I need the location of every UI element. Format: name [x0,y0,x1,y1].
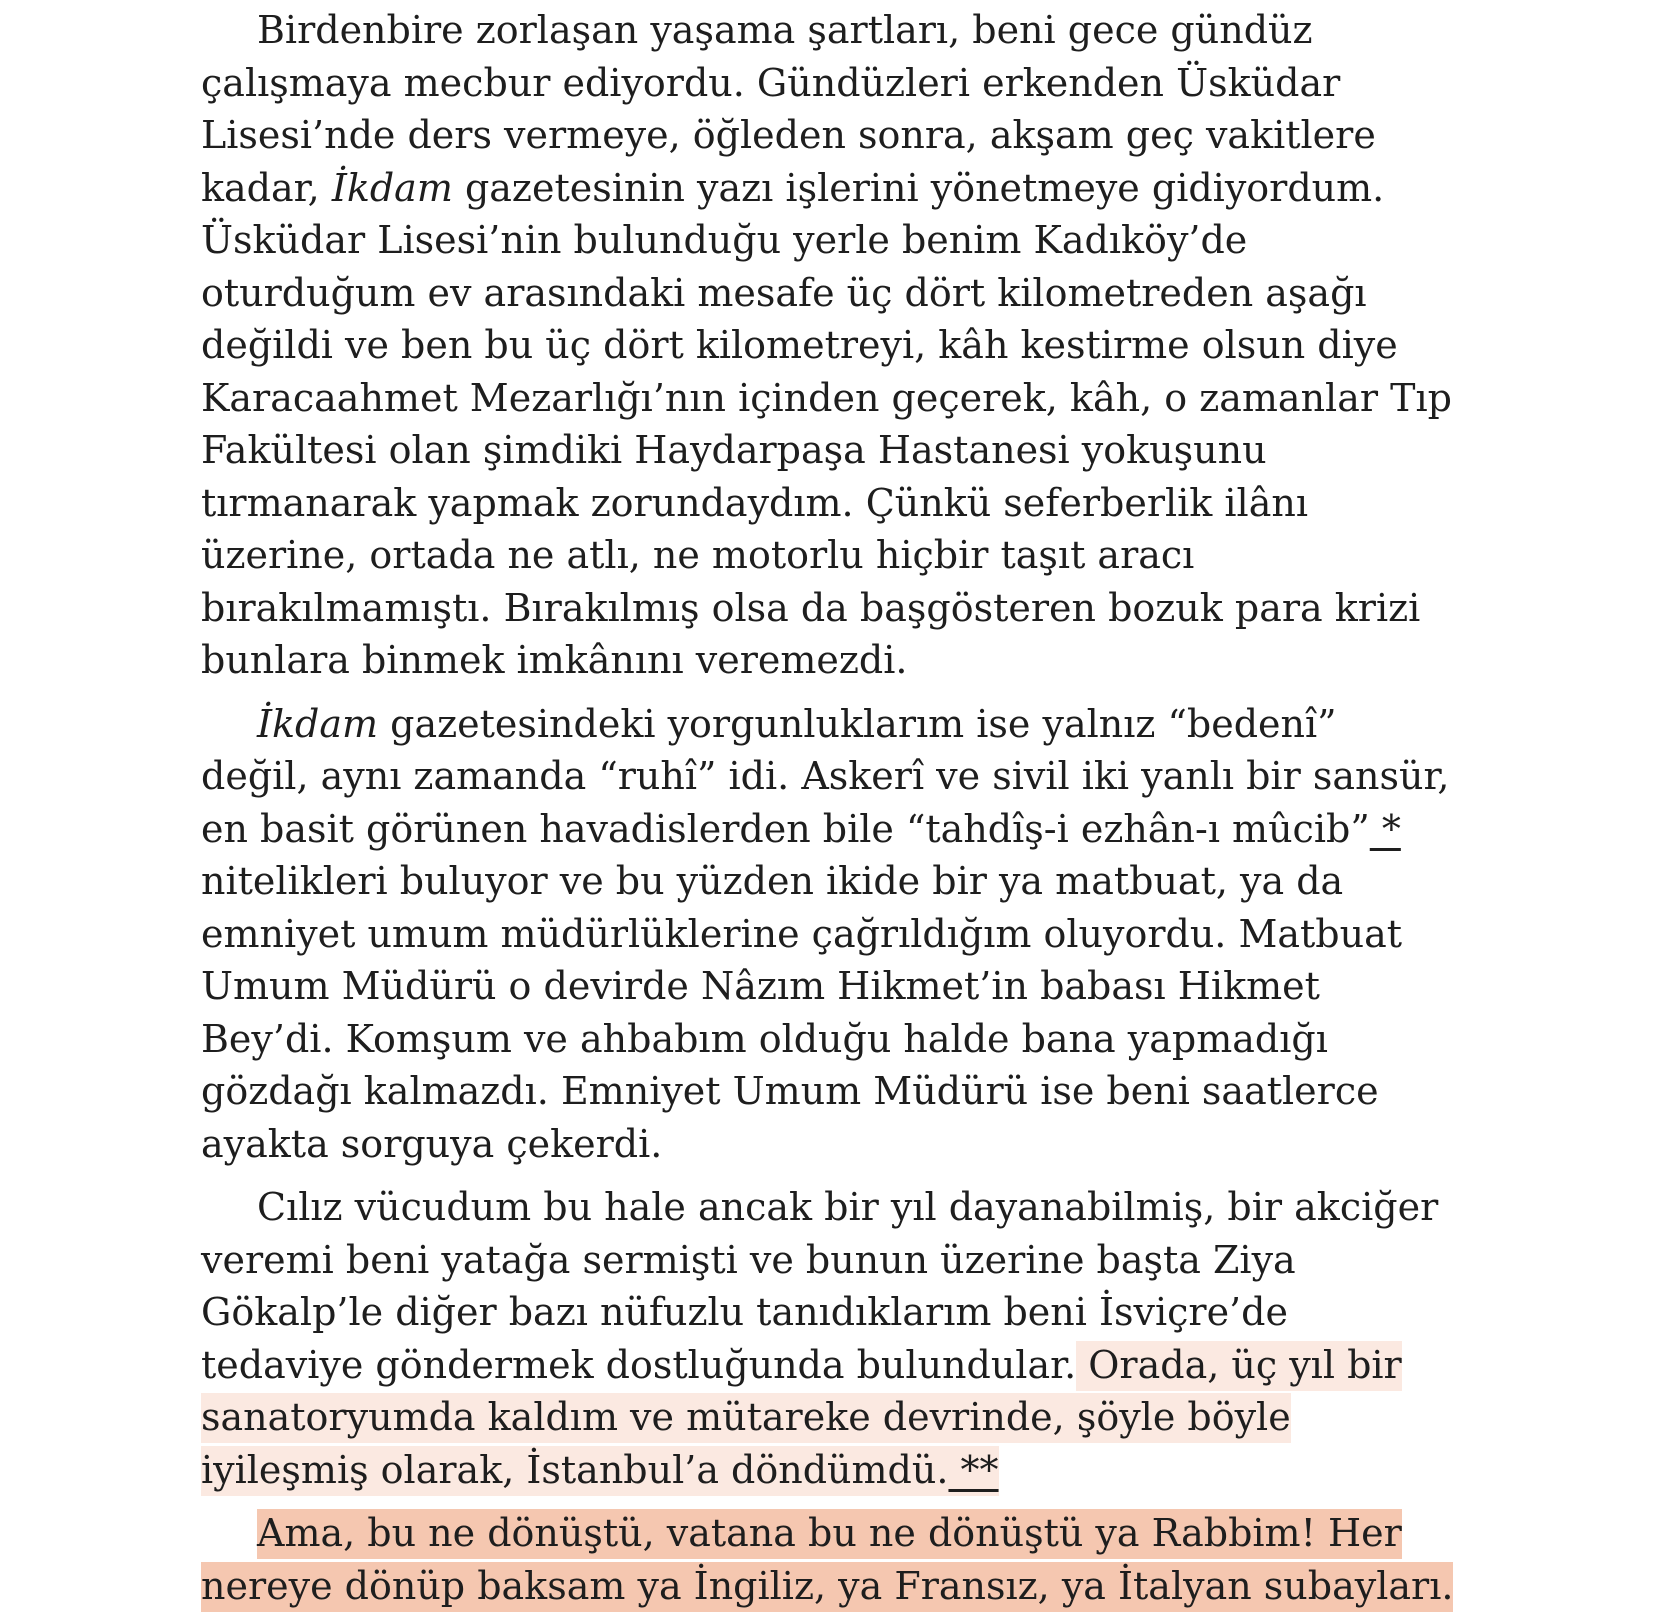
text-line [201,1391,1501,1444]
text-line: üzerine, ortada ne atlı, ne motorlu hiçbir taşıt aracı [201,533,1195,577]
text-line: oturduğum ev arasındaki mesafe üç dört kilometreden aşağı [201,270,1367,315]
highlight-segment[interactable]: Ama, bu ne dönüştü, vatana bu ne dönüştü ya Rabbim! Her [257,1509,1402,1559]
footnote-link-1[interactable]: * [1369,806,1401,851]
text-line: değil, aynı zamanda “ruhî” idi. Askerî ve sivil iki yanlı bir sansür, [201,754,1450,798]
text-line: değildi ve ben bu üç dört kilometreyi, kâh kestirme olsun diye [201,323,1398,367]
text-line: ayakta sorguya çekerdi. [201,1121,663,1166]
text-line: Lisesi’nde ders vermeye, öğleden sonra, akşam geç vakitlere [201,113,1376,157]
text-line: en basit görünen havadislerden bile “tahdîş-i ezhân-ı mûcib” * [201,806,1401,851]
highlight-segment[interactable]: sanatoryumda kaldım ve mütareke devrinde, şöyle böyle [201,1393,1291,1443]
text-line: gözdağı kalmazdı. Emniyet Umum Müdürü ise beni saatlerce [201,1069,1379,1113]
text-line: İkdam gazetesindeki yorgunluklarım ise yalnız “bedenî” [257,701,1337,746]
text-line [201,1560,1501,1613]
text-line: Karacaahmet Mezarlığı’nın içinden geçerek, kâh, o zamanlar Tıp [201,375,1452,420]
text-line: veremi beni yatağa sermişti ve bunun üzerine başta Ziya [201,1237,1296,1282]
text-line: kadar, İkdam gazetesinin yazı işlerini yönetmeye gidiyordum. [201,165,1385,210]
text-line: tedaviye göndermek dostluğunda bulundular. Orada, üç yıl bir [201,1339,1501,1392]
highlight-segment[interactable]: Orada, üç yıl bir [1076,1341,1402,1391]
text-line: Üsküdar Lisesi’nin bulunduğu yerle benim Kadıköy’de [201,218,1248,262]
text-line: emniyet umum müdürlüklerine çağrıldığım oluyordu. Matbuat [201,911,1403,956]
text-line: bırakılmamıştı. Bırakılmış olsa da başgösteren bozuk para krizi [201,585,1421,630]
newspaper-title: İkdam [257,701,379,746]
text-line: Birdenbire zorlaşan yaşama şartları, beni gece gündüz [257,8,1313,52]
highlight-segment[interactable]: iyileşmiş olarak, İstanbul’a döndümdü. ** [201,1446,999,1496]
text-line: Fakültesi olan şimdiki Haydarpaşa Hastanesi yokuşunu [201,428,1267,472]
text-line: Cılız vücudum bu hale ancak bir yıl dayanabilmiş, bir akciğer [257,1185,1439,1229]
text-line: Umum Müdürü o devirde Nâzım Hikmet’in babası Hikmet [201,964,1320,1008]
paragraph-1 [201,4,1501,687]
text-line [201,1444,1501,1497]
paragraph-3 [201,1181,1501,1496]
paragraph-2 [201,698,1501,1171]
text-line [201,1507,1501,1560]
footnote-link-2[interactable]: ** [948,1447,999,1492]
text-line: tırmanarak yapmak zorundaydım. Çünkü seferberlik ilânı [201,480,1308,525]
highlight-segment[interactable]: nereye dönüp baksam ya İngiliz, ya Fransız, ya İtalyan subayları. [201,1562,1453,1612]
text-line: Bey’di. Komşum ve ahbabım olduğu halde bana yapmadığı [201,1016,1328,1061]
text-line: Gökalp’le diğer bazı nüfuzlu tanıdıklarım beni İsviçre’de [201,1290,1288,1334]
text-line: bunlara binmek imkânını veremezdi. [201,638,908,682]
newspaper-title: İkdam [331,165,453,210]
paragraph-4 [201,1507,1501,1612]
reader-page [201,4,1501,1623]
text-line: nitelikleri buluyor ve bu yüzden ikide bir ya matbuat, ya da [201,859,1344,903]
text-line: çalışmaya mecbur ediyordu. Gündüzleri erkenden Üsküdar [201,60,1341,105]
